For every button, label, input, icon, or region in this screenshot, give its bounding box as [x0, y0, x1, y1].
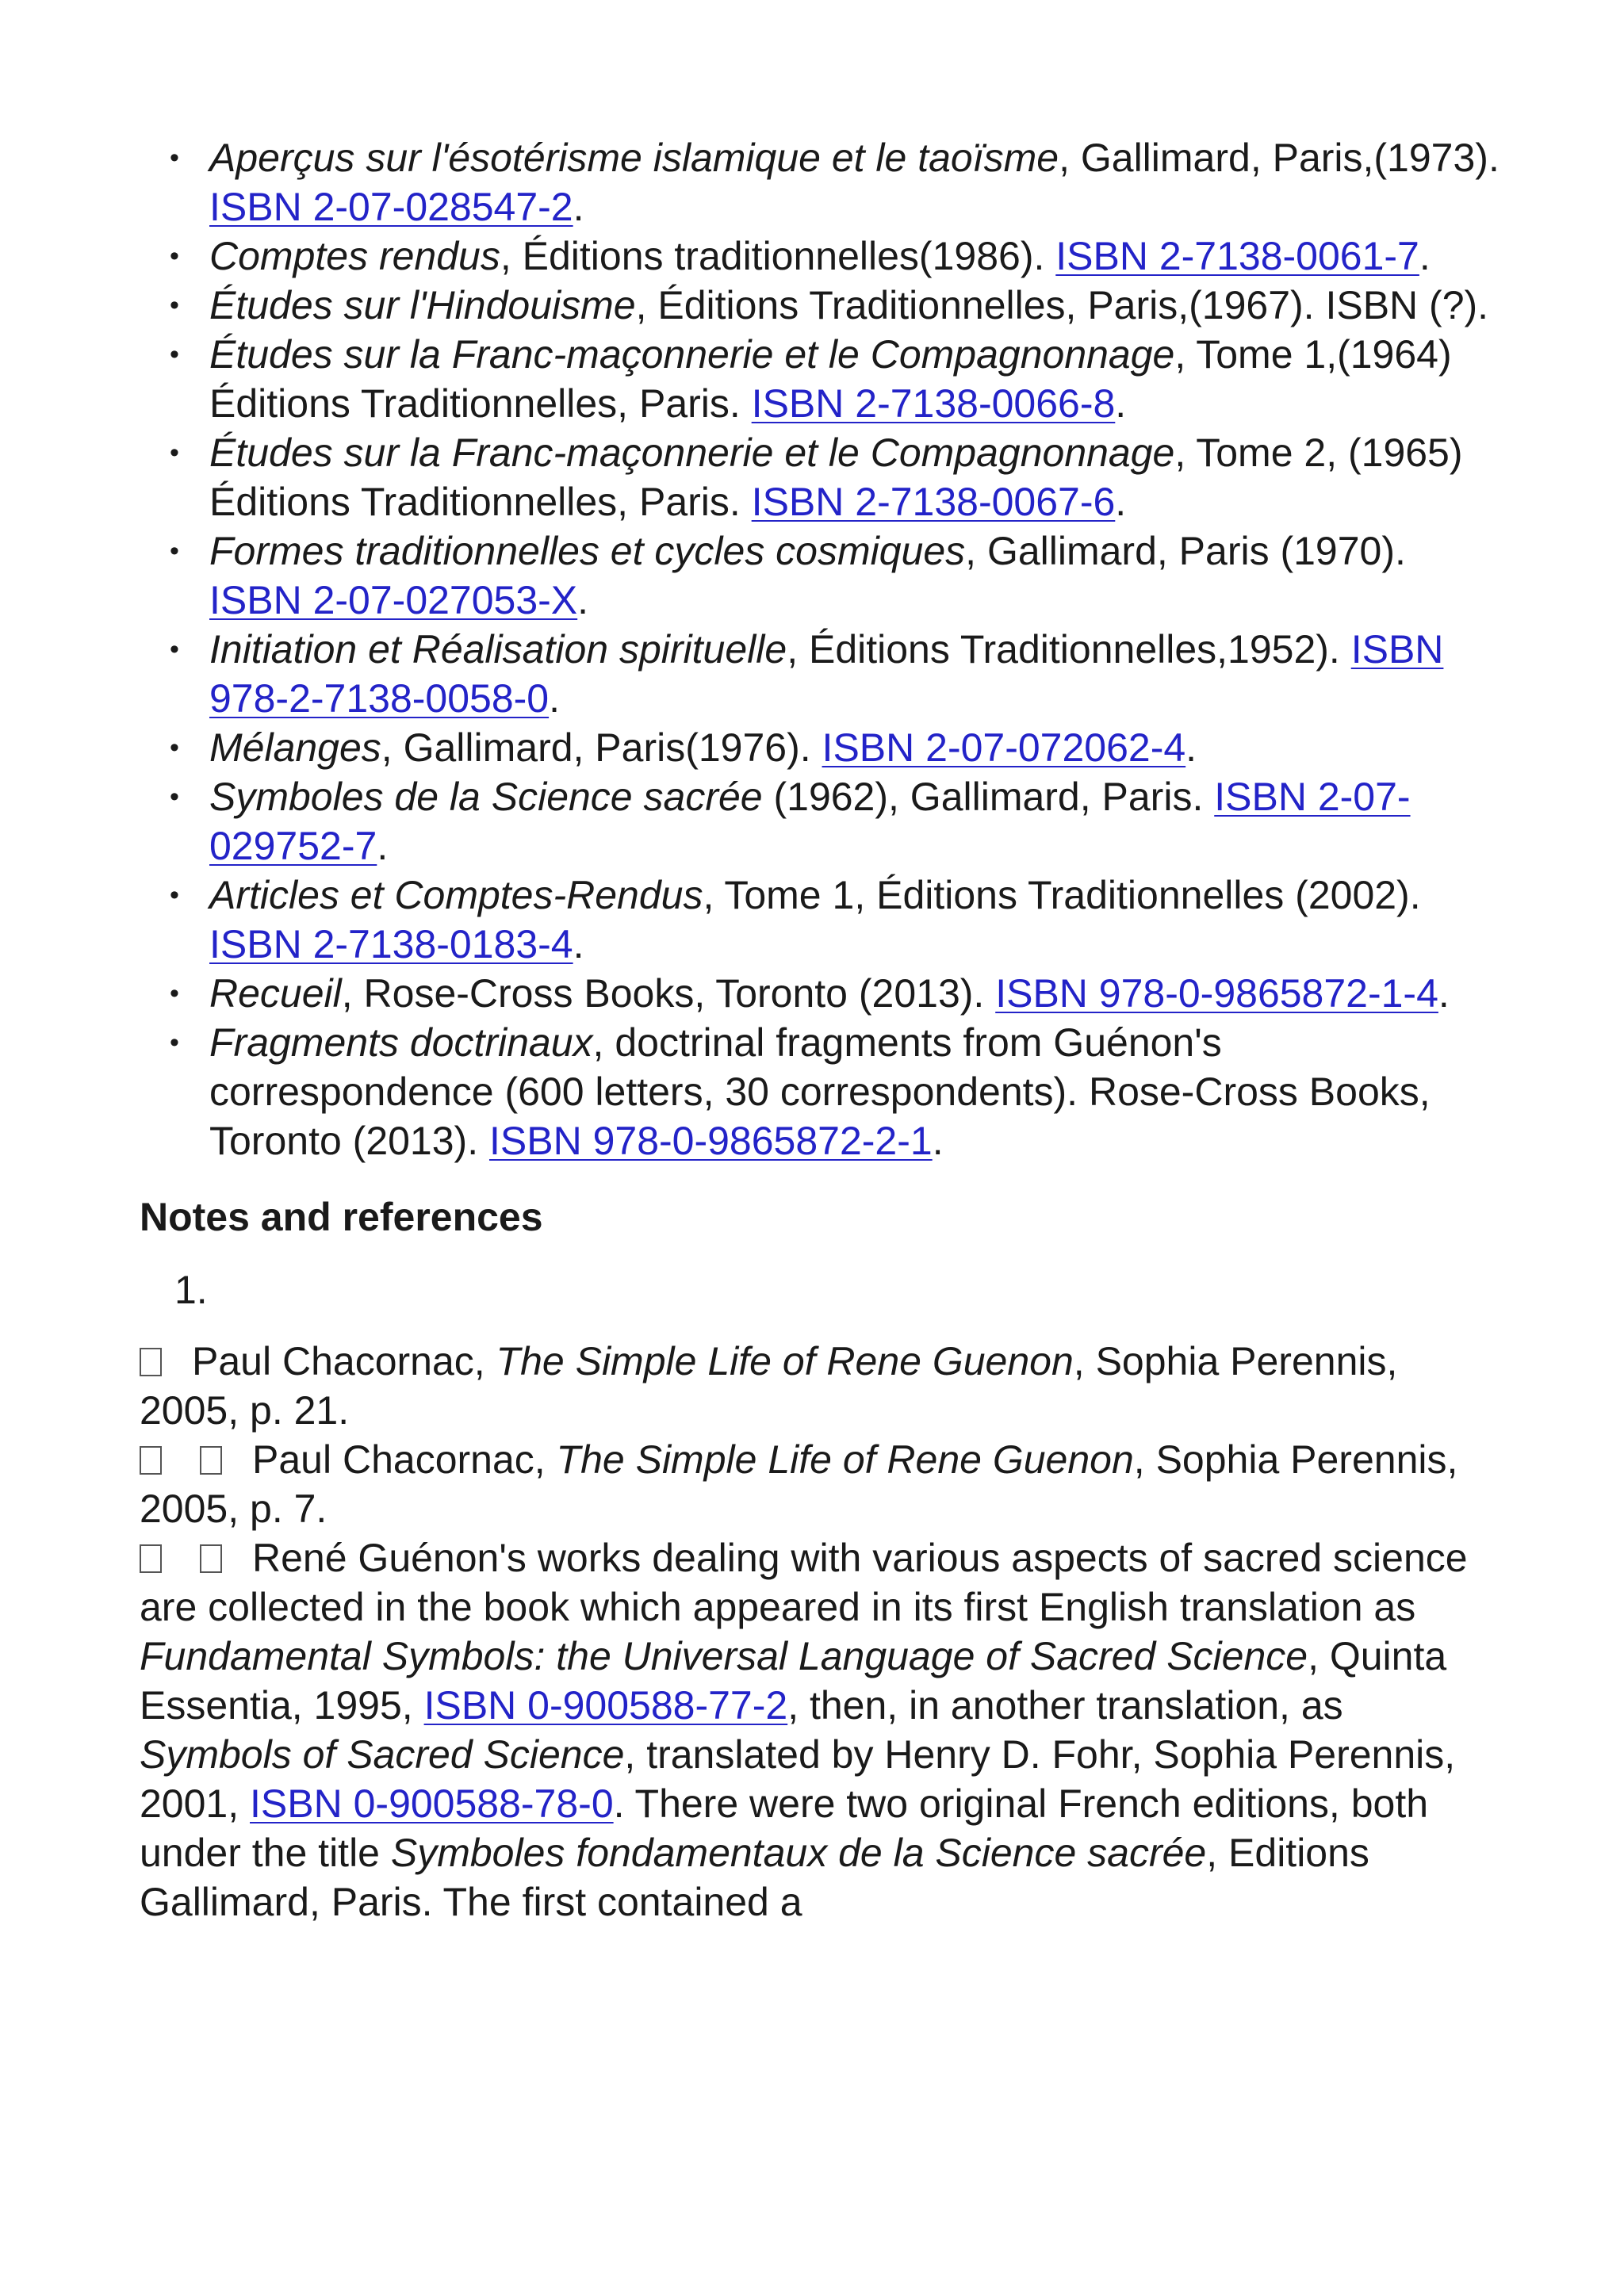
isbn-link[interactable]: ISBN 978-0-9865872-2-1 — [488, 1119, 933, 1163]
bullet-icon: • — [170, 290, 179, 320]
list-item — [140, 281, 1503, 330]
punctuation: . — [932, 1119, 944, 1163]
book-title: Initiation et Réalisation spirituelle — [209, 627, 787, 672]
list-item — [140, 772, 1503, 871]
book-details: , Éditions Traditionnelles, Paris,(1967). ISBN (?). — [635, 283, 1489, 327]
missing-glyph-icon — [140, 1446, 162, 1475]
notes-heading: Notes and references — [140, 1195, 543, 1239]
punctuation: . — [1419, 234, 1431, 278]
book-details: , Gallimard, Paris(1976). — [381, 725, 822, 770]
book-title: Recueil — [209, 971, 342, 1016]
book-details: , Éditions traditionnelles(1986). — [500, 234, 1056, 278]
book-title: Études sur l'Hindouisme — [209, 283, 636, 327]
book-details: , doctrinal fragments from Guénon's correspondence (600 letters, 30 correspondents). Rose-Cross Books, Toronto (2013). — [209, 1020, 1431, 1163]
isbn-link[interactable]: ISBN 978-2-7138-0058-0 — [209, 627, 1444, 721]
isbn-link[interactable]: ISBN 2-7138-0183-4 — [209, 922, 573, 966]
ref-text: , Editions Gallimard, Paris. The first contained a — [140, 1831, 1369, 1924]
book-title: Études sur la Franc-maçonnerie et le Compagnonnage — [209, 332, 1175, 377]
list-item — [140, 625, 1503, 723]
ref-text: , translated by Henry D. Fohr, Sophia Perennis, 2001, — [140, 1732, 1456, 1826]
book-details: , Gallimard, Paris,(1973). — [1059, 136, 1500, 180]
missing-glyph-icon — [140, 1348, 162, 1376]
reference-2 — [140, 1435, 1503, 1533]
isbn-link[interactable]: ISBN 2-7138-0061-7 — [1055, 234, 1419, 278]
punctuation: . — [577, 578, 589, 622]
punctuation: . — [573, 185, 584, 229]
ref-text: , Quinta Essentia, 1995, — [140, 1634, 1447, 1728]
book-title: Formes traditionnelles et cycles cosmiques — [209, 529, 966, 573]
isbn-link[interactable]: ISBN 2-7138-0067-6 — [751, 480, 1116, 524]
book-details: , Tome 2, (1965) Éditions Traditionnelles, Paris. — [209, 430, 1463, 524]
isbn-link[interactable]: ISBN 978-0-9865872-1-4 — [995, 971, 1438, 1016]
ref-title: The Simple Life of Rene Guenon — [496, 1339, 1074, 1383]
bullet-icon: • — [170, 241, 179, 271]
punctuation: . — [549, 676, 561, 721]
book-title: Aperçus sur l'ésotérisme islamique et le taoïsme — [209, 136, 1059, 180]
bullet-icon: • — [170, 634, 179, 664]
punctuation: . — [1115, 381, 1127, 426]
list-item — [140, 330, 1503, 428]
ref-text: Paul Chacornac, — [192, 1339, 496, 1383]
missing-glyph-icon — [140, 1544, 162, 1573]
punctuation: . — [377, 824, 389, 868]
ref-title: Symbols of Sacred Science — [140, 1732, 625, 1777]
isbn-link[interactable]: ISBN 2-07-029752-7 — [209, 775, 1411, 868]
list-item — [140, 526, 1503, 625]
ref-text: René Guénon's works dealing with various aspects of sacred science are collected in the book which appeared in its first English translation as — [140, 1536, 1468, 1629]
list-item — [140, 969, 1503, 1018]
ref-title: Fundamental Symbols: the Universal Language of Sacred Science — [140, 1634, 1308, 1678]
book-title: Études sur la Franc-maçonnerie et le Compagnonnage — [209, 430, 1175, 475]
ref-text: . There were two original French editions, both under the title — [140, 1781, 1429, 1875]
document-page — [140, 133, 1503, 1927]
isbn-link[interactable]: ISBN 0-900588-77-2 — [423, 1683, 788, 1728]
book-title: Symboles de la Science sacrée — [209, 775, 763, 819]
ref-text: , then, in another translation, as — [787, 1683, 1343, 1728]
missing-glyph-icon — [200, 1446, 222, 1475]
bullet-icon: • — [170, 782, 179, 812]
punctuation: . — [1115, 480, 1127, 524]
list-item — [140, 232, 1503, 281]
isbn-link[interactable]: ISBN 2-07-027053-X — [209, 578, 578, 622]
bullet-icon: • — [170, 536, 179, 566]
missing-glyph-icon — [200, 1544, 222, 1573]
book-details: , Tome 1, Éditions Traditionnelles (2002). — [703, 873, 1421, 917]
list-item — [140, 428, 1503, 526]
bullet-icon: • — [170, 339, 179, 369]
ref-text: , Sophia Perennis, 2005, p. 21. — [140, 1339, 1398, 1433]
list-item — [140, 133, 1503, 232]
bullet-icon: • — [170, 438, 179, 468]
note-number: 1. — [174, 1268, 208, 1312]
book-title: Comptes rendus — [209, 234, 500, 278]
list-item — [140, 1018, 1503, 1165]
book-details: , Rose-Cross Books, Toronto (2013). — [341, 971, 996, 1016]
bibliography-list — [140, 133, 1503, 1165]
reference-1 — [140, 1337, 1503, 1435]
bullet-icon: • — [170, 880, 179, 910]
book-details: , Tome 1,(1964) Éditions Traditionnelles, Paris. — [209, 332, 1452, 426]
punctuation: . — [1438, 971, 1450, 1016]
ref-title: The Simple Life of Rene Guenon — [556, 1437, 1134, 1482]
isbn-link[interactable]: ISBN 2-07-072062-4 — [822, 725, 1186, 770]
punctuation: . — [573, 922, 584, 966]
isbn-link[interactable]: ISBN 2-07-028547-2 — [209, 185, 573, 229]
book-details: , Gallimard, Paris (1970). — [965, 529, 1406, 573]
bullet-icon: • — [170, 143, 179, 173]
isbn-link[interactable]: ISBN 0-900588-78-0 — [250, 1781, 614, 1826]
bullet-icon: • — [170, 978, 179, 1008]
bullet-icon: • — [170, 733, 179, 763]
ref-text: Paul Chacornac, — [252, 1437, 557, 1482]
punctuation: . — [1185, 725, 1197, 770]
bullet-icon: • — [170, 1027, 179, 1058]
list-item — [140, 871, 1503, 969]
list-item — [140, 723, 1503, 772]
ref-text: , Sophia Perennis, 2005, p. 7. — [140, 1437, 1458, 1531]
book-title: Fragments doctrinaux — [209, 1020, 593, 1065]
ref-title: Symboles fondamentaux de la Science sacrée — [390, 1831, 1207, 1875]
isbn-link[interactable]: ISBN 2-7138-0066-8 — [751, 381, 1116, 426]
book-title: Mélanges — [209, 725, 381, 770]
book-title: Articles et Comptes-Rendus — [209, 873, 703, 917]
reference-3 — [140, 1533, 1503, 1927]
book-details: (1962), Gallimard, Paris. — [762, 775, 1215, 819]
book-details: , Éditions Traditionnelles,1952). — [787, 627, 1351, 672]
